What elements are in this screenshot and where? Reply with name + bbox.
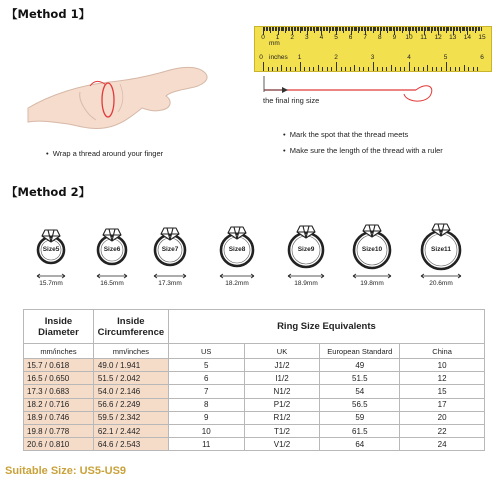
table-cell: 20 (400, 411, 485, 424)
table-cell: 16.5 / 0.650 (24, 372, 94, 385)
ruler-mm-number: 2 (290, 34, 294, 41)
diameter-arrow (420, 273, 462, 279)
table-cell: 22 (400, 424, 485, 437)
ring-diameter-label: 17.3mm (158, 280, 182, 287)
table-cell: T1/2 (244, 424, 320, 437)
header-ring-size-equivalents: Ring Size Equivalents (168, 310, 484, 344)
final-ring-size-caption: the final ring size (263, 96, 320, 105)
diameter-arrow (287, 273, 325, 279)
ring-icon (149, 217, 191, 271)
ruler-mm-number: 9 (392, 34, 397, 41)
subheader-us: US (168, 344, 244, 359)
suitable-size-label: Suitable Size: (5, 465, 77, 477)
ruler-inch-tick (455, 67, 456, 71)
ruler-mm-number: 0 (261, 34, 265, 41)
ruler-mm-number: 8 (377, 34, 382, 41)
measuring-ruler (254, 26, 492, 72)
table-cell: 24 (400, 438, 485, 451)
table-cell: 5 (168, 359, 244, 372)
ring-icon (348, 214, 396, 274)
ring-icon (283, 215, 329, 273)
table-cell: 54.0 / 2.146 (93, 385, 168, 398)
ruler-mm-number: 11 (420, 34, 427, 41)
ruler-mm-number: 15 (478, 34, 486, 41)
right-instruction-2: • Make sure the length of the thread with a ruler (283, 146, 443, 155)
table-cell: 59.5 / 2.342 (93, 411, 168, 424)
ruler-inch-tick (450, 67, 451, 71)
table-cell: 18.9 / 0.746 (24, 411, 94, 424)
table-cell: 49 (320, 359, 400, 372)
table-cell: 64.6 / 2.543 (93, 438, 168, 451)
ruler-mm-number: 6 (348, 34, 353, 41)
ruler-inch-number: 2 (334, 54, 338, 61)
table-cell: N1/2 (244, 385, 320, 398)
hand-illustration (20, 30, 220, 135)
table-cell: 62.1 / 2.442 (93, 424, 168, 437)
ring-diameter-label: 18.2mm (225, 280, 249, 287)
ruler-inch-tick (459, 67, 460, 71)
table-cell: 10 (168, 424, 244, 437)
ruler-mm-number: 5 (334, 34, 338, 41)
suitable-size-value: US5-US9 (79, 465, 127, 477)
table-cell: 20.6 / 0.810 (24, 438, 94, 451)
table-row (24, 372, 485, 385)
table-row (24, 398, 485, 411)
ruler-inch-number: 3 (370, 54, 375, 61)
ring-icon (32, 219, 70, 269)
ruler-mm-tick (481, 27, 482, 31)
ring-icon (215, 216, 259, 272)
header-inside-circumference: Inside Circumference (93, 310, 168, 344)
table-cell: 15 (400, 385, 485, 398)
ring-size-label: Size10 (361, 246, 383, 253)
ring-diameter-label: 20.6mm (429, 280, 453, 287)
table-cell: 64 (320, 438, 400, 451)
ring-size-label: Size6 (103, 246, 121, 253)
ruler-inch-tick (473, 67, 474, 71)
suitable-size (5, 465, 126, 477)
ruler-inch-tick (464, 65, 465, 71)
table-cell: 56.5 (320, 398, 400, 411)
table-cell: J1/2 (244, 359, 320, 372)
ruler-inch-tick (468, 67, 469, 71)
table-cell: 9 (168, 411, 244, 424)
subheader-circumference-units: mm/inches (93, 344, 168, 359)
diameter-arrow (352, 273, 392, 279)
ruler-mm-number: 14 (463, 34, 472, 41)
table-cell: 6 (168, 372, 244, 385)
table-cell: 15.7 / 0.618 (24, 359, 94, 372)
ruler-inch-number: 5 (443, 54, 448, 61)
table-cell: 7 (168, 385, 244, 398)
ring-diameter-label: 18.9mm (294, 280, 318, 287)
table-cell: 10 (400, 359, 485, 372)
ring-size-label: Size7 (161, 246, 179, 253)
ring-diameter-label: 16.5mm (100, 280, 124, 287)
ruler-mm-number: 4 (319, 34, 324, 41)
table-cell: 56.6 / 2.249 (93, 398, 168, 411)
ruler-inch-number: 6 (480, 54, 484, 61)
table-cell: 54 (320, 385, 400, 398)
ruler-mm-number: 7 (363, 34, 367, 41)
ring-size-label: Size5 (42, 246, 60, 253)
ring-icon (416, 213, 466, 275)
table-cell: 17.3 / 0.683 (24, 385, 94, 398)
table-cell: V1/2 (244, 438, 320, 451)
table-cell: 61.5 (320, 424, 400, 437)
table-row (24, 424, 485, 437)
table-row (24, 385, 485, 398)
ruler-mm-number: 3 (304, 34, 309, 41)
table-cell: P1/2 (244, 398, 320, 411)
subheader-european: European Standard (320, 344, 400, 359)
ring-size-label: Size11 (431, 246, 451, 253)
ring-size-label: Size8 (228, 246, 246, 253)
ruler-inch-tick (477, 67, 478, 71)
ruler-mm-label: mm (269, 40, 280, 47)
table-cell: 8 (168, 398, 244, 411)
diameter-arrow (36, 273, 66, 279)
right-instruction-1: • Mark the spot that the thread meets (283, 130, 409, 139)
table-row (24, 359, 485, 372)
table-row (24, 438, 485, 451)
table-cell: 49.0 / 1.941 (93, 359, 168, 372)
ring-diameter-label: 15.7mm (39, 280, 63, 287)
subheader-china: China (400, 344, 485, 359)
ring-diameter-label: 19.8mm (360, 280, 384, 287)
ruler-inch-number: 1 (297, 54, 302, 61)
table-row (24, 411, 485, 424)
ruler-inches-label: inches (269, 54, 288, 61)
ruler-inch-zero: 0 (259, 54, 263, 61)
ruler-mm-number: 1 (275, 34, 280, 41)
header-inside-diameter: Inside Diameter (24, 310, 94, 344)
table-cell: 59 (320, 411, 400, 424)
diameter-arrow (96, 273, 128, 279)
table-cell: I1/2 (244, 372, 320, 385)
diameter-arrow (153, 273, 187, 279)
method2-title: 【Method 2】 (6, 185, 91, 199)
table-cell: 11 (168, 438, 244, 451)
ruler-mm-number: 13 (449, 34, 457, 41)
table-cell: 17 (400, 398, 485, 411)
method1-title: 【Method 1】 (6, 7, 91, 21)
table-cell: R1/2 (244, 411, 320, 424)
table-cell: 51.5 (320, 372, 400, 385)
diameter-arrow (219, 273, 255, 279)
table-cell: 51.5 / 2.042 (93, 372, 168, 385)
ring-size-table (23, 309, 485, 451)
subheader-diameter-units: mm/inches (24, 344, 94, 359)
subheader-uk: UK (244, 344, 320, 359)
left-instruction: • Wrap a thread around your finger (46, 149, 164, 158)
ruler-inch-number: 4 (407, 54, 411, 61)
ring-size-row (0, 200, 500, 295)
ruler-mm-number: 12 (434, 34, 442, 41)
table-cell: 18.2 / 0.716 (24, 398, 94, 411)
table-cell: 19.8 / 0.778 (24, 424, 94, 437)
ring-icon (92, 218, 132, 270)
ruler-mm-number: 10 (405, 34, 413, 41)
ring-size-label: Size9 (297, 246, 315, 253)
table-cell: 12 (400, 372, 485, 385)
